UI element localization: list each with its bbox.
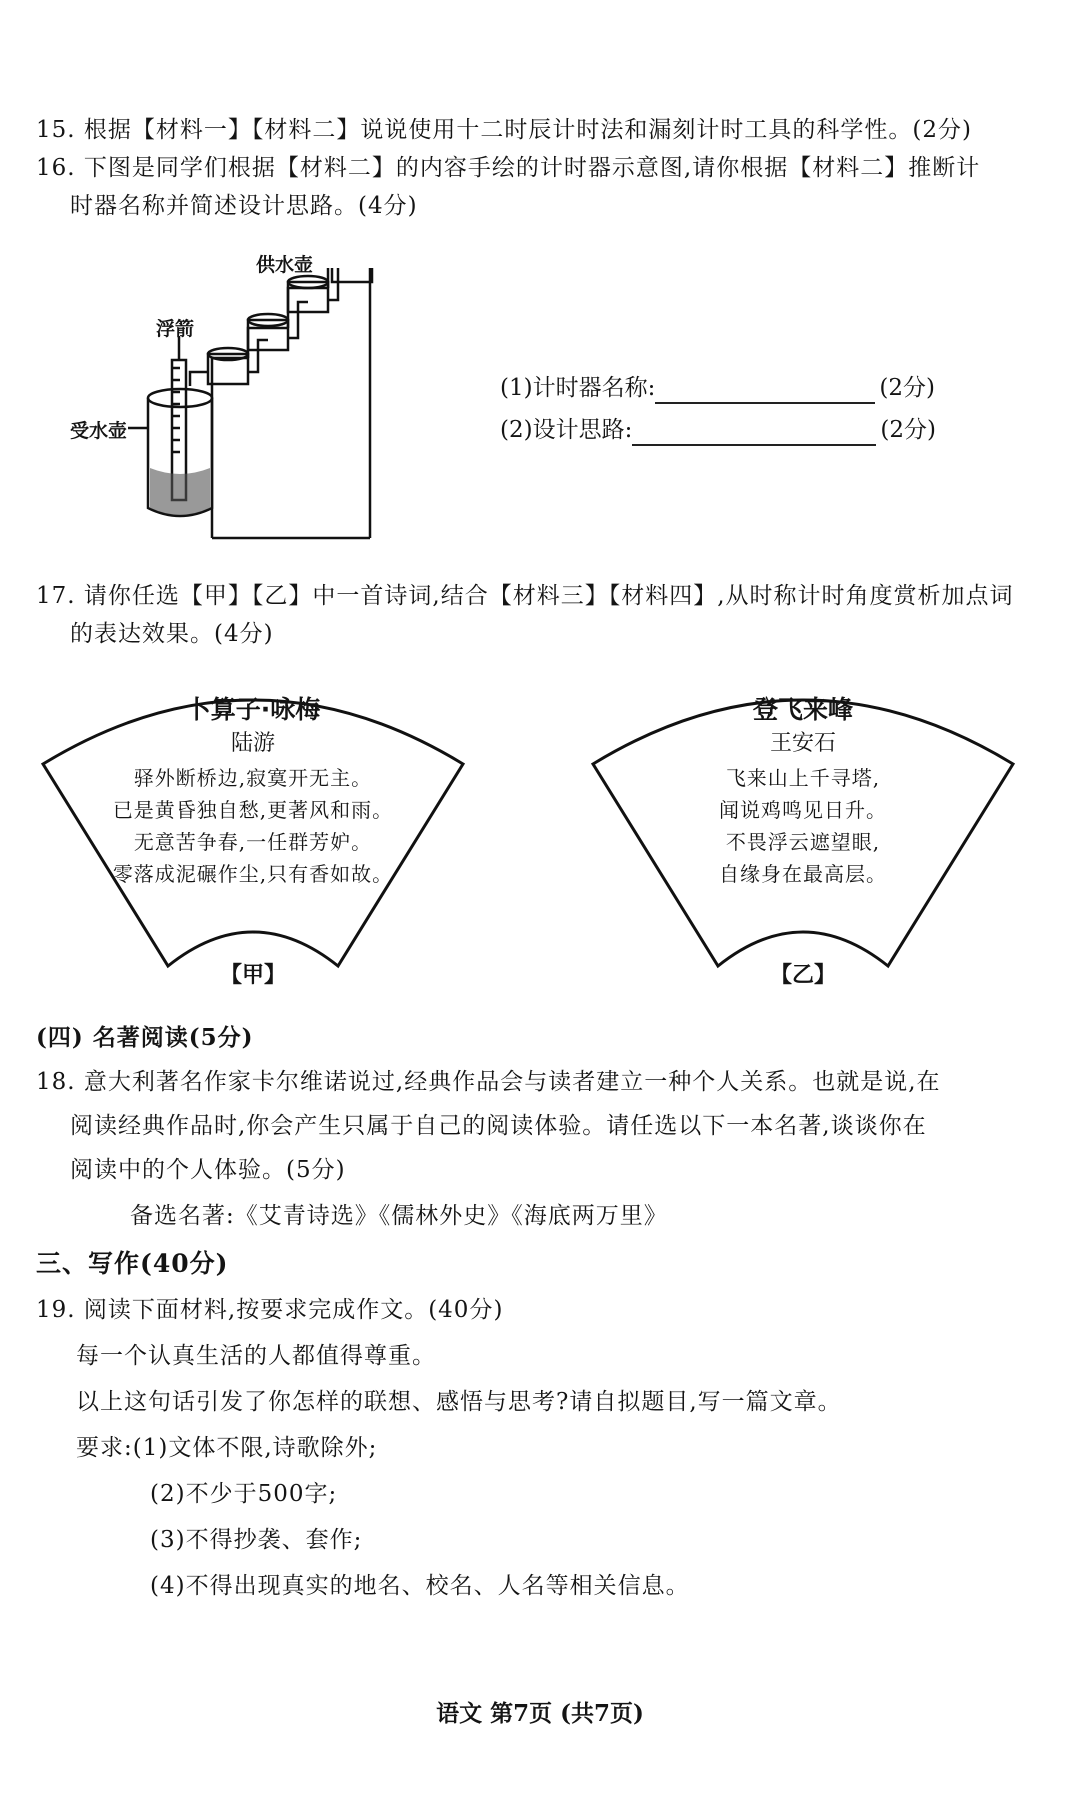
poem-jia-line-2: 已是黄昏独自愁,更著风和雨。 xyxy=(112,798,394,822)
poem-yi-line-1: 飞来山上千寻塔, xyxy=(725,766,881,790)
label-receiving-vessel: 受水壶 xyxy=(70,420,128,442)
question-19: 19. 阅读下面材料,按要求完成作文。(40分) xyxy=(36,1297,504,1323)
question-16-line-1: 16. 下图是同学们根据【材料二】的内容手绘的计时器示意图,请你根据【材料二】推断计 xyxy=(36,155,981,181)
answer-idea-blank[interactable] xyxy=(632,420,876,446)
poem-jia-title: 卜算子·咏梅 xyxy=(185,695,321,724)
fan-poem-jia xyxy=(38,676,468,996)
label-float-rod: 浮箭 xyxy=(156,318,195,340)
question-16-line-2: 时器名称并简述设计思路。(4分) xyxy=(70,193,418,219)
poem-yi-line-3: 不畏浮云遮望眼, xyxy=(725,830,881,854)
poem-jia-line-1: 驿外断桥边,寂寞开无主。 xyxy=(133,766,373,790)
question-18-line-2: 阅读经典作品时,你会产生只属于自己的阅读体验。请任选以下一本名著,谈谈你在 xyxy=(70,1113,927,1139)
answer-row-idea xyxy=(500,414,936,446)
question-17-line-2: 的表达效果。(4分) xyxy=(70,621,274,647)
timer-diagram-drawing xyxy=(70,268,450,548)
question-18-line-1: 18. 意大利著名作家卡尔维诺说过,经典作品会与读者建立一种个人关系。也就是说,在 xyxy=(36,1069,941,1095)
poem-yi-author: 王安石 xyxy=(769,731,836,756)
essay-requirement-1: 要求:(1)文体不限,诗歌除外; xyxy=(76,1435,378,1461)
poem-yi-tag: 【乙】 xyxy=(769,962,836,988)
poem-jia-tag: 【甲】 xyxy=(219,962,286,988)
section-4-heading: (四) 名著阅读(5分) xyxy=(36,1024,254,1051)
poem-yi-line-2: 闻说鸡鸣见日升。 xyxy=(719,798,887,822)
answer-name-blank[interactable] xyxy=(655,378,875,404)
timer-diagram xyxy=(70,254,450,548)
essay-requirement-3: (3)不得抄袭、套作; xyxy=(150,1527,363,1553)
essay-requirement-4: (4)不得出现真实的地名、校名、人名等相关信息。 xyxy=(150,1573,690,1599)
answer-idea-score: (2分) xyxy=(880,417,936,443)
answer-row-name xyxy=(500,372,935,404)
page-footer: 语文 第7页 (共7页) xyxy=(436,1700,644,1727)
essay-requirement-2: (2)不少于500字; xyxy=(150,1481,338,1507)
section-3-heading: 三、写作(40分) xyxy=(36,1249,229,1278)
candidate-books: 备选名著:《艾青诗选》《儒林外史》《海底两万里》 xyxy=(130,1203,668,1229)
question-15: 15. 根据【材料一】【材料二】说说使用十二时辰计时法和漏刻计时工具的科学性。(2分) xyxy=(36,117,972,143)
fan-poem-yi xyxy=(588,676,1018,996)
poem-jia-line-4: 零落成泥碾作尘,只有香如故。 xyxy=(112,862,394,886)
label-supply-vessel: 供水壶 xyxy=(256,254,314,276)
question-18-line-3: 阅读中的个人体验。(5分) xyxy=(70,1157,346,1183)
poem-jia-author: 陆游 xyxy=(230,731,275,756)
poem-yi-line-4: 自缘身在最高层。 xyxy=(719,862,887,886)
essay-material: 每一个认真生活的人都值得尊重。 xyxy=(76,1343,436,1369)
answer-idea-prefix: (2)设计思路: xyxy=(500,417,633,443)
poem-yi-title: 登飞来峰 xyxy=(752,695,853,724)
question-17-line-1: 17. 请你任选【甲】【乙】中一首诗词,结合【材料三】【材料四】,从时称计时角度赏析加点词 xyxy=(36,583,1014,609)
answer-name-prefix: (1)计时器名称: xyxy=(500,375,656,401)
essay-prompt: 以上这句话引发了你怎样的联想、感悟与思考?请自拟题目,写一篇文章。 xyxy=(76,1389,842,1415)
poem-jia-line-3: 无意苦争春,一任群芳妒。 xyxy=(133,830,373,854)
answer-name-score: (2分) xyxy=(879,375,935,401)
